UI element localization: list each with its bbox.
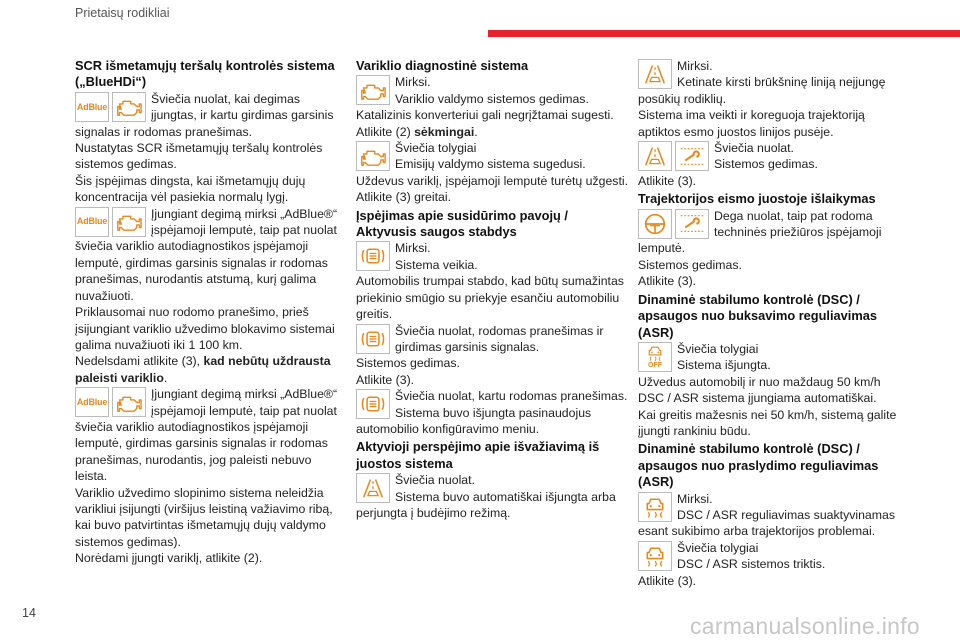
engine-icon bbox=[112, 387, 146, 417]
collision-text-2: Šviečia nuolat, rodomas pranešimas ir girdimas garsinis signalas. bbox=[395, 323, 604, 354]
collision-text-3: Šviečia nuolat, kartu rodomas pranešimas. bbox=[395, 389, 628, 404]
lane-text-3: Šviečia nuolat. bbox=[714, 141, 794, 156]
collision-text-1: Mirksi. bbox=[395, 241, 431, 256]
lane-text-3c: Atlikite (3). bbox=[638, 173, 697, 188]
dsc-text-2b: DSC / ASR reguliavimas suaktyvinamas esant sukibimo arba trajektorijos problemai. bbox=[638, 507, 896, 539]
engine-diag-text-2: Šviečia tolygiai bbox=[395, 141, 477, 156]
lane-icon-wrap-1 bbox=[356, 473, 390, 503]
dsc-text-1b: Sistema išjungta. bbox=[677, 358, 771, 373]
engine-diag-title: Variklio diagnostinė sistema bbox=[356, 58, 529, 73]
lane-icon bbox=[638, 141, 672, 171]
scr-title: SCR išmetamųjų teršalų kontrolės sistema („BlueHDi“) bbox=[75, 58, 335, 90]
lane-keeping-text-1: Dega nuolat, taip pat rodoma techninės priežiūros įspėjamoji lemputė. bbox=[638, 208, 882, 256]
adblue-icon: AdBlue bbox=[75, 207, 109, 237]
lane-keeping-text-1c: Atlikite (3). bbox=[638, 274, 697, 289]
dsc-off-icon-wrap bbox=[638, 342, 672, 372]
engine-diag-text-2b: Emisijų valdymo sistema sugedusi. bbox=[395, 157, 586, 172]
scr-text-1b: Nustatytas SCR išmetamųjų teršalų kontrolės sistemos gedimas. bbox=[75, 141, 323, 172]
dsc-text-1: Šviečia tolygiai bbox=[677, 341, 759, 356]
scr-text-1: Šviečia nuolat, kai degimas įjungtas, ir kartu girdimas garsinis signalas ir rodomas pranešimas. bbox=[75, 91, 334, 139]
lane-keeping-text-1b: Sistemos gedimas. bbox=[638, 257, 742, 272]
engine-diag-text-2d: Atlikite (3) greitai. bbox=[356, 190, 451, 205]
dsc-text-3b: DSC / ASR sistemos triktis. bbox=[677, 557, 826, 572]
scr-icons-3 bbox=[75, 387, 146, 417]
dsc-skid-icon bbox=[638, 492, 672, 522]
engine-diag-icon-1 bbox=[356, 75, 390, 105]
engine-diag-text-2c: Uždevus variklį, įspėjamoji lemputė turėtų užgesti. bbox=[356, 173, 629, 188]
column-2 bbox=[356, 58, 628, 521]
scr-text-3c: Norėdami įjungti variklį, atlikite (2). bbox=[75, 551, 263, 566]
engine-diag-text-1b: Variklio valdymo sistemos gedimas. bbox=[395, 91, 589, 106]
dsc-text-1c: Užvedus automobilį ir nuo maždaug 50 km/h DSC / ASR sistema įjungiama automatiškai. bbox=[638, 374, 881, 406]
collision-text-1c: Automobilis trumpai stabdo, kad būtų sumažintas priekinio smūgio su priekyje esančiu automobiliu greitis. bbox=[356, 274, 624, 322]
collision-icon bbox=[356, 324, 390, 354]
engine-diag-text-1d: Atlikite (2) sėkmingai. bbox=[356, 124, 478, 139]
scr-text-2c: Nedelsdami atlikite (3), kad nebūtų uždrausta paleisti variklio. bbox=[75, 354, 331, 385]
lane-keeping-icons bbox=[638, 209, 709, 239]
scr-icons-2 bbox=[75, 207, 146, 237]
dsc-icon-wrap-2 bbox=[638, 541, 672, 571]
engine-icon bbox=[112, 92, 146, 122]
lane-icon bbox=[638, 59, 672, 89]
scr-text-2b: Priklausomai nuo rodomo pranešimo, prieš įsijungiant variklio užvedimo blokavimo sistemai galima nuvažiuoti iki 1 100 km. bbox=[75, 305, 335, 352]
collision-text-1b: Sistema veikia. bbox=[395, 257, 478, 272]
collision-icon-wrap-1 bbox=[356, 241, 390, 271]
collision-text-3b: Sistema buvo išjungta pasinaudojus automobilio konfigūravimo meniu. bbox=[356, 405, 592, 436]
engine-icon bbox=[356, 141, 390, 171]
lane-text-2b: Ketinate kirsti brūkšninę liniją neįjungę posūkių rodiklių. bbox=[638, 75, 886, 106]
collision-text-2b: Sistemos gedimas. bbox=[356, 356, 460, 371]
lane-icon-wrap-2 bbox=[638, 59, 672, 89]
dsc-text-2: Mirksi. bbox=[677, 491, 713, 506]
adblue-icon: AdBlue bbox=[75, 387, 109, 417]
lane-keeping-title: Trajektorijos eismo juostoje išlaikymas bbox=[638, 191, 876, 207]
engine-diag-icon-2 bbox=[356, 141, 390, 171]
column-1 bbox=[75, 58, 347, 567]
lane-departure-title: Aktyvioji perspėjimo apie išvažiavimą iš juostos sistema bbox=[356, 439, 600, 471]
column-3 bbox=[638, 58, 910, 589]
wrench-icon bbox=[675, 141, 709, 171]
lane-text-2c: Sistema ima veikti ir koreguoja trajektoriją aptiktos esmo juostos linijos pusėje. bbox=[638, 108, 865, 139]
collision-icon-wrap-3 bbox=[356, 389, 390, 419]
lane-icons-3 bbox=[638, 141, 709, 171]
collision-icon bbox=[356, 389, 390, 419]
lane-text-2: Mirksi. bbox=[677, 59, 713, 73]
lane-text-1b: Sistema buvo automatiškai išjungta arba perjungta į budėjimo režimą. bbox=[356, 489, 616, 520]
steering-wheel-icon bbox=[638, 209, 672, 239]
scr-text-3: Įjungiant degimą mirksi „AdBlue®“ įspėjamoji lemputė, taip pat nuolat šviečia variklio autodiagnostikos įspėjamoji lemputė, girdimas garsinis signalas ir rodomas pranešimas, nurodantis, jog paleisti nebuvo leista. bbox=[75, 387, 338, 484]
collision-text-2c: Atlikite (3). bbox=[356, 372, 415, 387]
dsc-asr-title-2: Dinaminė stabilumo kontrolė (DSC) / apsaugos nuo praslydimo reguliavimas (ASR) bbox=[638, 441, 879, 490]
engine-icon bbox=[112, 207, 146, 237]
lane-text-1: Šviečia nuolat. bbox=[395, 473, 475, 488]
dsc-text-3c: Atlikite (3). bbox=[638, 573, 697, 588]
dsc-icon-wrap-1 bbox=[638, 492, 672, 522]
scr-text-2: Įjungiant degimą mirksi „AdBlue®“ įspėjamoji lemputė, taip pat nuolat šviečia variklio autodiagnostikos įspėjamoji lemputė, girdimas garsinis signalas ir rodomas pranešimas, nurodantis atstumą, kurį galima nuvažiuoti. bbox=[75, 206, 338, 303]
scr-icons-1 bbox=[75, 92, 146, 122]
adblue-icon: AdBlue bbox=[75, 92, 109, 122]
watermark: carmanualsonline.info bbox=[689, 613, 920, 639]
collision-title: Įspėjimas apie susidūrimo pavojų / Aktyvusis saugos stabdys bbox=[356, 207, 568, 240]
wrench-icon bbox=[675, 209, 709, 239]
section-title: Prietaisų rodikliai bbox=[75, 6, 170, 20]
scr-text-3b: Variklio užvedimo slopinimo sistema neleidžia varikliui įsijungti (viršijus leistiną važiavimo ribą, kai buvo patvirtintas išmetamųjų dujų valdymo sistemos gedimas). bbox=[75, 485, 333, 549]
lane-text-3b: Sistemos gedimas. bbox=[714, 157, 818, 172]
dsc-text-3: Šviečia tolygiai bbox=[677, 540, 759, 555]
engine-icon bbox=[356, 75, 390, 105]
engine-diag-text-1c: Katalizinis konverteriui gali negrįžtamai sugesti. bbox=[356, 108, 614, 123]
scr-text-1c: Šis įspėjimas dingsta, kai išmetamųjų dujų koncentracija vėl pasiekia normalų lygį. bbox=[75, 173, 306, 205]
lane-icon bbox=[356, 473, 390, 503]
dsc-off-icon: OFF bbox=[638, 342, 672, 372]
collision-icon-wrap-2 bbox=[356, 324, 390, 354]
header-accent-bar bbox=[488, 30, 960, 37]
dsc-skid-icon bbox=[638, 541, 672, 571]
dsc-text-1d: Kai greitis mažesnis nei 50 km/h, sistemą galite įjungti rankiniu būdu. bbox=[638, 407, 897, 438]
page-number: 14 bbox=[22, 606, 36, 620]
engine-diag-text-1: Mirksi. bbox=[395, 75, 431, 90]
dsc-asr-title-1: Dinaminė stabilumo kontrolė (DSC) / apsaugos nuo buksavimo reguliavimas (ASR) bbox=[638, 291, 877, 340]
collision-icon bbox=[356, 241, 390, 271]
